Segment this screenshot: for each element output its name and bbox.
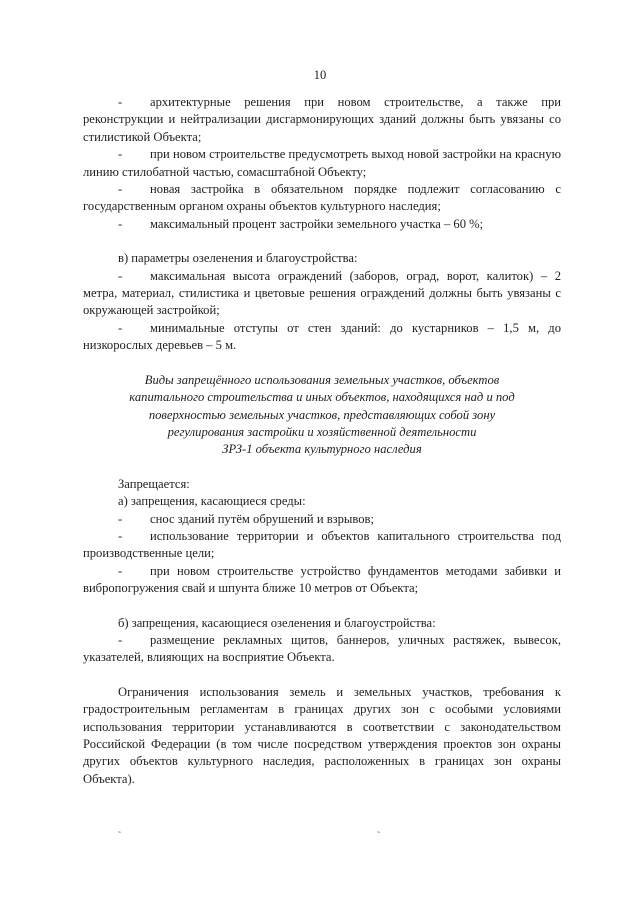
dash-marker: -	[118, 632, 123, 647]
title-line: ЗРЗ-1 объекта культурного наследия	[222, 442, 422, 457]
scan-speck: ˜	[118, 830, 121, 840]
section-heading: б) запрещения, касающиеся озеленения и благоустройства:	[118, 615, 436, 630]
list-item-text: при новом строительстве устройство фундаментов методами забивки и вибропогружения свай и шпунта ближе 10 метров от Объекта;	[83, 563, 561, 596]
dash-marker: -	[118, 563, 123, 578]
list-item-text: размещение рекламных щитов, баннеров, уличных растяжек, вывесок, указателей, влияющих на восприятие Объекта.	[83, 632, 561, 665]
list-item-text: максимальный процент застройки земельного участка – 60 %;	[150, 216, 484, 231]
title-line: капитального строительства и иных объектов, находящихся над и под	[129, 390, 515, 405]
section-title	[83, 372, 561, 459]
list-item	[83, 268, 561, 320]
closing-paragraph: Ограничения использования земель и земельных участков, требования к градостроительным регламентам в границах других зон с особыми условиями использования территории устанавливаются в соответствии с законодательством Российской Федерации (в том числе посредством утверждения проектов зон охраны других объектов культурного наследия, расположенных в границах зон охраны Объекта).	[83, 684, 561, 786]
list-item	[83, 511, 561, 528]
section-heading: а) запрещения, касающиеся среды:	[118, 494, 306, 509]
title-line: Виды запрещённого использования земельных участков, объектов	[144, 372, 500, 387]
list-item	[83, 181, 561, 216]
list-item	[83, 216, 561, 233]
dash-marker: -	[118, 147, 123, 162]
scan-speck: ˜	[377, 830, 380, 840]
prohibited-label: Запрещается:	[118, 476, 190, 491]
list-item-text: максимальная высота ограждений (заборов, оград, ворот, калиток) – 2 метра, материал, стилистика и цветовые решения ограждений должны быть увязаны с окружающей застройкой;	[83, 268, 561, 318]
list-item	[83, 632, 561, 667]
list-item-text: использование территории и объектов капитального строительства под производственные цели;	[83, 528, 561, 561]
dash-marker: -	[118, 216, 123, 231]
list-item-text: архитектурные решения при новом строительстве, а также при реконструкции и нейтрализации дисгармонирующих зданий должны быть увязаны со стилистикой Объекта;	[83, 95, 561, 144]
list-item	[83, 146, 561, 181]
list-item-text: снос зданий путём обрушений и взрывов;	[150, 511, 374, 526]
section-heading: в) параметры озеленения и благоустройства:	[118, 251, 358, 266]
list-item-text: при новом строительстве предусмотреть выход новой застройки на красную линию стилобатной частью, сомасштабной Объекту;	[83, 147, 561, 179]
dash-marker: -	[118, 268, 123, 283]
dash-marker: -	[118, 528, 123, 543]
title-line: регулирования застройки и хозяйственной деятельности	[167, 424, 477, 439]
list-item	[83, 320, 561, 355]
list-item	[83, 528, 561, 563]
list-item	[83, 563, 561, 598]
dash-marker: -	[118, 182, 123, 197]
page-number: 10	[313, 68, 327, 82]
dash-marker: -	[118, 511, 123, 526]
dash-marker: -	[118, 95, 123, 109]
dash-marker: -	[118, 320, 123, 335]
document-body	[83, 94, 561, 788]
list-item	[83, 94, 561, 146]
list-item-text: новая застройка в обязательном порядке подлежит согласованию с государственным органом охраны объектов культурного наследия;	[83, 182, 561, 214]
list-item-text: минимальные отступы от стен зданий: до кустарников – 1,5 м, до низкорослых деревьев – 5 м.	[83, 320, 561, 353]
title-line: поверхностью земельных участков, представляющих собой зону	[148, 407, 496, 422]
